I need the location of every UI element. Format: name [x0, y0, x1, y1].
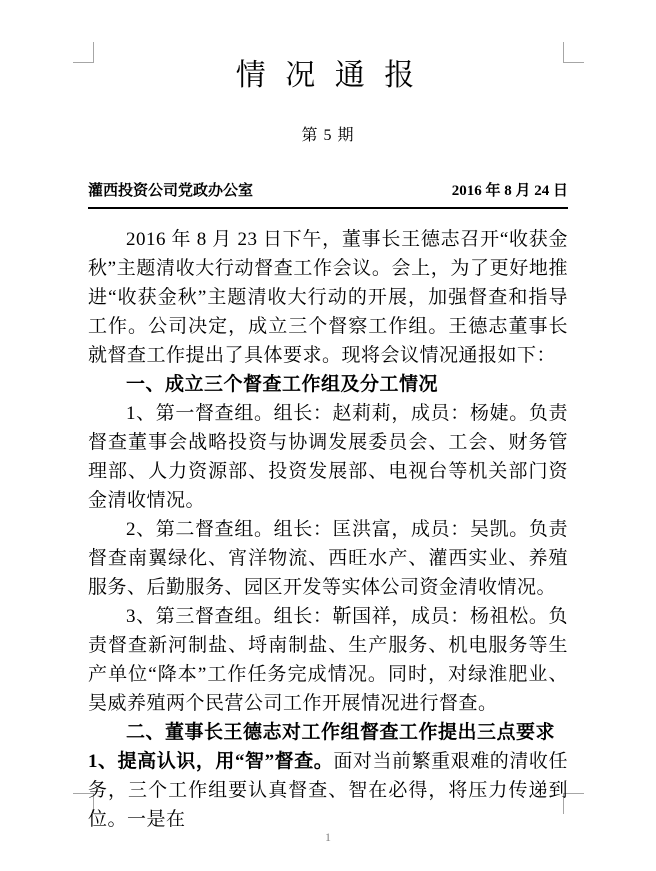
paragraph-group-1: 1、第一督查组。组长：赵莉莉，成员：杨婕。负责督查董事会战略投资与协调发展委员会、工会、财务管理部、人力资源部、投资发展部、电视台等机关部门资金清收情况。 — [88, 403, 568, 511]
masthead — [88, 179, 568, 209]
paragraph-group-3: 3、第三督查组。组长：靳国祥，成员：杨祖松。负责督查新河制盐、埒南制盐、生产服务、机电服务等生产单位“降本”工作任务完成情况。同时，对绿淮肥业、昊威养殖两个民营公司工作开展情况进行督查。 — [88, 606, 568, 714]
document-title: 情 况 通 报 — [235, 59, 421, 92]
issuing-office: 灌西投资公司党政办公室 — [88, 183, 254, 199]
document-content — [88, 0, 568, 834]
paragraph-requirement-1-body: 面对当前繁重艰难的清收任务，三个工作组要认真督查、智在必得，将压力传递到位。一是在 — [88, 751, 568, 830]
section-heading-2: 二、董事长王德志对工作组督查工作提出三点要求 — [126, 722, 556, 743]
paragraph-requirement-1 — [88, 747, 568, 834]
paragraph-group-2: 2、第二督查组。组长：匡洪富，成员：吴凯。负责督查南翼绿化、宵洋物流、西旺水产、灌西实业、养殖服务、后勤服务、园区开发等实体公司资金清收情况。 — [88, 519, 568, 598]
paragraph-requirement-1-lead: 1、提高认识，用“智”督查。 — [88, 751, 334, 772]
issue-date: 2016 年 8 月 24 日 — [451, 183, 568, 199]
section-heading-1: 一、成立三个督查工作组及分工情况 — [126, 374, 439, 395]
page-number: 1 — [325, 830, 331, 844]
document-body — [88, 225, 568, 834]
issue-number: 第 5 期 — [301, 127, 355, 144]
paragraph-intro: 2016 年 8 月 23 日下午，董事长王德志召开“收获金秋”主题清收大行动督查工作会议。会上，为了更好地推进“收获金秋”主题清收大行动的开展，加强督查和指导工作。公司决定，成立三个督察工作组。王德志董事长就督查工作提出了具体要求。现将会议情况通报如下： — [88, 229, 568, 366]
